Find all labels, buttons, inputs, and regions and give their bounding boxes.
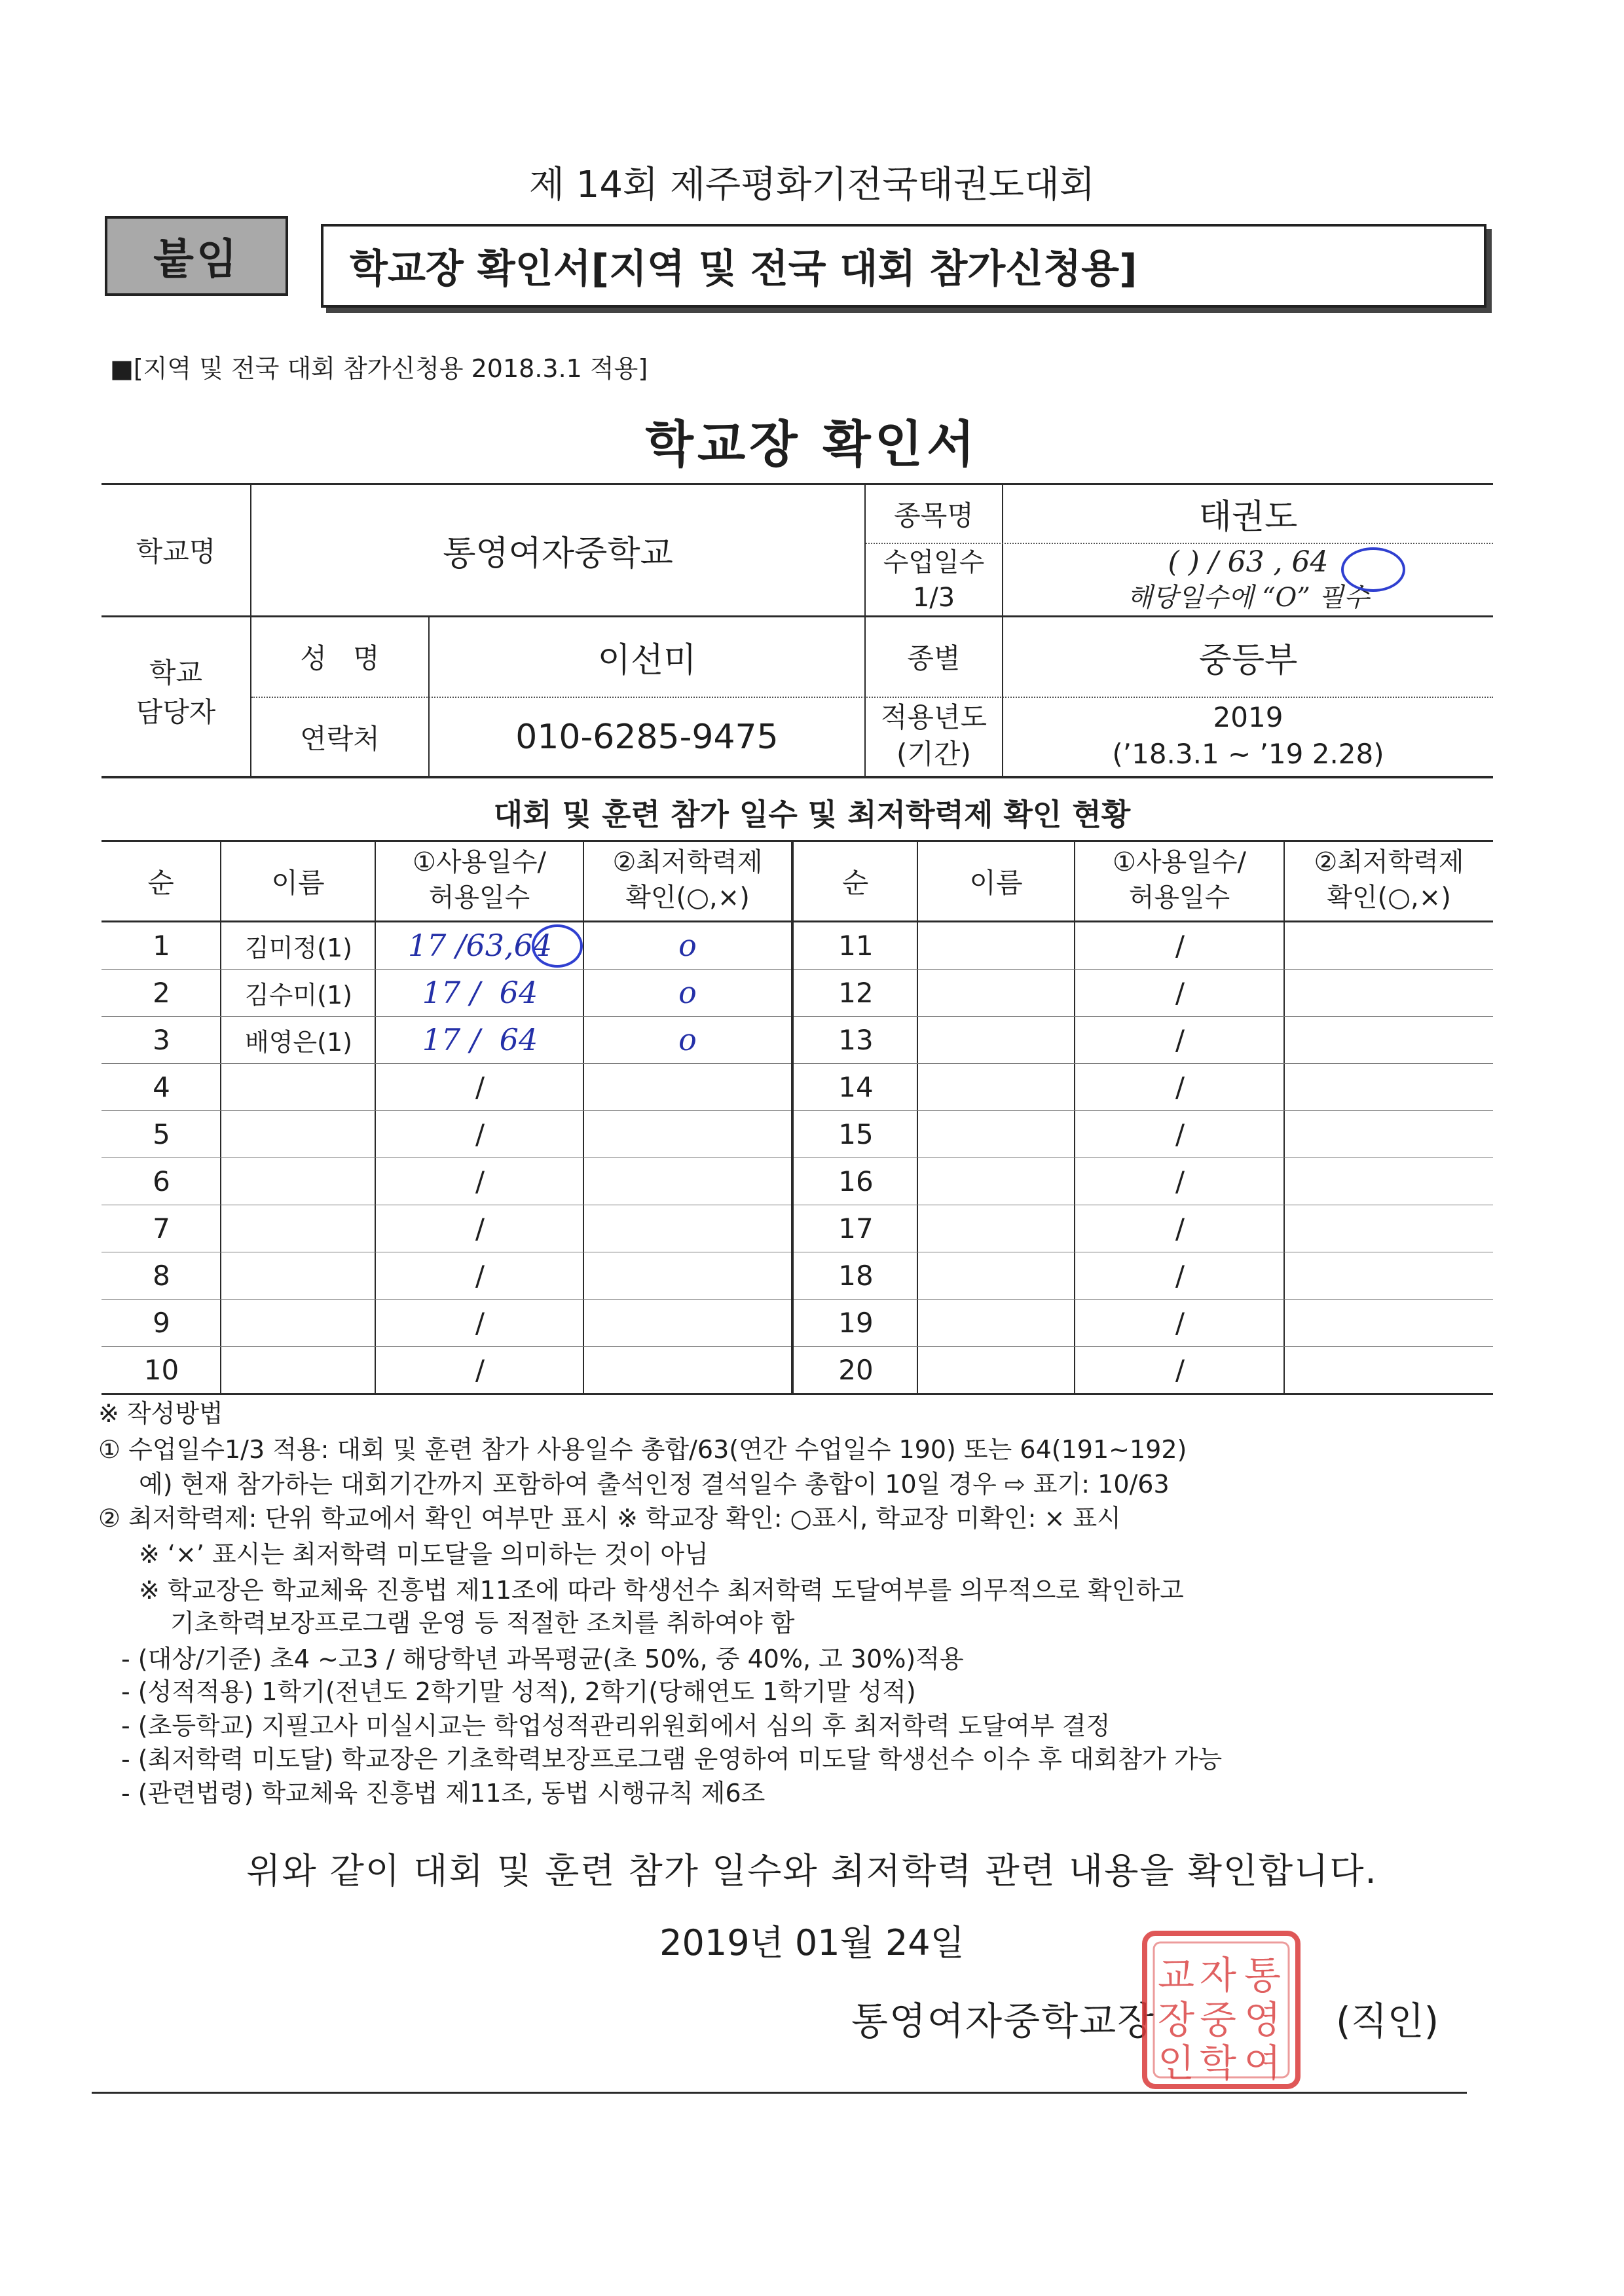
- school-seal-stamp: [1139, 1928, 1303, 2092]
- svg-text:중: 중: [1200, 1997, 1237, 2042]
- note-line: 예) 현재 참가하는 대회기간까지 포함하여 출석인정 결석일수 총합이 10일 경우 ⇨ 표기: 10/63: [139, 1470, 1170, 1499]
- left-row-name: [221, 1110, 376, 1157]
- left-row-no: 6: [153, 1165, 170, 1197]
- left-row-acad: [584, 1346, 791, 1393]
- left-row-no: 10: [143, 1353, 179, 1386]
- attachment-label: 붙임: [153, 236, 240, 284]
- header-name-right: 이름: [969, 866, 1023, 899]
- sport-label: 종목명: [894, 499, 974, 532]
- year-label: 적용년도 (기간): [880, 701, 987, 770]
- apply-note: ■[지역 및 전국 대회 참가신청용 2018.3.1 적용]: [110, 354, 648, 383]
- header-days-left: ①사용일수/ 허용일수: [413, 847, 546, 913]
- right-row-no: 13: [838, 1023, 874, 1056]
- days-64-circle: [1341, 547, 1405, 592]
- days-value: ( ) / 63 , 64 해당일수에 “O” 필수: [1127, 545, 1369, 613]
- svg-text:영: 영: [1244, 1997, 1282, 2042]
- note-line: 기초학력보장프로그램 운영 등 적절한 조치를 취하여야 함: [170, 1609, 795, 1637]
- year-value: 2019 (’18.3.1 ~ ’19 2.28): [1112, 701, 1384, 770]
- right-row-acad: [1285, 1346, 1493, 1393]
- left-row-name: 김미정(1): [245, 933, 352, 962]
- right-row-no: 17: [838, 1212, 874, 1245]
- right-row-name: [918, 1346, 1075, 1393]
- confirm-text: 위와 같이 대회 및 훈련 참가 일수와 최저학력 관련 내용을 확인합니다.: [246, 1850, 1378, 1891]
- right-row-acad: [1285, 1110, 1493, 1157]
- svg-text:통: 통: [1244, 1953, 1282, 1997]
- svg-text:장: 장: [1158, 1997, 1195, 2042]
- attachment-badge: [105, 216, 288, 296]
- right-row-acad: [1285, 1205, 1493, 1252]
- right-row-no: 19: [838, 1306, 874, 1339]
- main-title: 학교장 확인서: [645, 415, 979, 473]
- note-line: ※ 학교장은 학교체육 진흥법 제11조에 따라 학생선수 최저학력 도달여부를 의무적으로 확인하고: [139, 1576, 1184, 1605]
- right-row-days: /: [1175, 1070, 1185, 1103]
- note-line: - (관련법령) 학교체육 진흥법 제11조, 동법 시행규칙 제6조: [121, 1779, 766, 1808]
- right-row-acad: [1285, 1252, 1493, 1299]
- right-row-days: /: [1175, 1023, 1185, 1056]
- right-row-acad: [1285, 1157, 1493, 1205]
- note-line: - (최저학력 미도달) 학교장은 기초학력보장프로그램 운영하여 미도달 학생선수 이수 후 대회참가 가능: [121, 1745, 1223, 1774]
- left-row-name: [221, 1346, 376, 1393]
- category-label: 종별: [907, 642, 961, 674]
- right-row-days: /: [1175, 1118, 1185, 1150]
- header-name-left: 이름: [271, 866, 325, 899]
- right-row-name: [918, 1205, 1075, 1252]
- seal-mark: (직인): [1336, 1999, 1439, 2043]
- right-row-name: [918, 1016, 1075, 1063]
- name-value: 이선미: [597, 640, 697, 680]
- note-line: ② 최저학력제: 단위 학교에서 확인 여부만 표시 ※ 학교장 확인: ○표시, 학교장 미확인: × 표시: [98, 1504, 1121, 1533]
- section-title: 대회 및 훈련 참가 일수 및 최저학력제 확인 현황: [493, 797, 1131, 832]
- left-row-name: 김수미(1): [245, 980, 352, 1010]
- right-row-acad: [1285, 1063, 1493, 1110]
- right-row-name: [918, 922, 1075, 969]
- right-row-days: /: [1175, 929, 1185, 962]
- right-row-no: 20: [838, 1353, 874, 1386]
- right-row-days: /: [1175, 1212, 1185, 1245]
- left-row-no: 3: [153, 1023, 170, 1056]
- right-row-no: 12: [838, 976, 874, 1009]
- right-row-name: [918, 1063, 1075, 1110]
- date-text: 2019년 01월 24일: [659, 1922, 965, 1963]
- right-row-acad: [1285, 969, 1493, 1016]
- left-row-days: /: [475, 1353, 485, 1386]
- school-value: 통영여자중학교: [443, 534, 673, 574]
- right-row-no: 18: [838, 1259, 874, 1292]
- left-row-acad: o: [678, 928, 697, 963]
- left-row-no: 8: [153, 1259, 170, 1292]
- header-no-left: 순: [147, 866, 174, 899]
- right-row-days: /: [1175, 1165, 1185, 1197]
- right-row-acad: [1285, 922, 1493, 969]
- left-row-acad: [584, 1110, 791, 1157]
- left-row-no: 2: [153, 976, 170, 1009]
- left-row-acad: o: [678, 1022, 697, 1057]
- note-line: ① 수업일수1/3 적용: 대회 및 훈련 참가 사용일수 총합/63(연간 수업일수 190) 또는 64(191~192): [98, 1435, 1187, 1464]
- left-row-name: 배영은(1): [245, 1027, 352, 1057]
- right-row-days: /: [1175, 1353, 1185, 1386]
- header-acad-right: ②최저학력제 확인(○,×): [1314, 847, 1464, 913]
- right-row-no: 16: [838, 1165, 874, 1197]
- left-row-days: /: [475, 1306, 485, 1339]
- left-row-no: 7: [153, 1212, 170, 1245]
- right-row-acad: [1285, 1299, 1493, 1346]
- right-row-no: 14: [838, 1070, 874, 1103]
- left-row-name: [221, 1205, 376, 1252]
- left-row-acad: [584, 1205, 791, 1252]
- category-value: 중등부: [1198, 640, 1298, 680]
- note-line: ※ ‘×’ 표시는 최저학력 미도달을 의미하는 것이 아님: [139, 1540, 709, 1569]
- right-row-acad: [1285, 1016, 1493, 1063]
- header-days-right: ①사용일수/ 허용일수: [1113, 847, 1246, 913]
- note-line: - (성적적용) 1학기(전년도 2학기말 성적), 2학기(당해연도 1학기말 성적): [121, 1677, 916, 1706]
- name-label: 성 명: [300, 642, 380, 674]
- right-row-no: 11: [838, 929, 874, 962]
- svg-text:자: 자: [1200, 1953, 1237, 1997]
- left-row-days: /: [475, 1070, 485, 1103]
- left-row-acad: [584, 1299, 791, 1346]
- heading-box: [321, 224, 1486, 308]
- left-row-days: 17 /63,64: [407, 928, 553, 963]
- bottom-rule: [92, 2092, 1467, 2094]
- left-row-days: /: [475, 1165, 485, 1197]
- right-row-days: /: [1175, 1259, 1185, 1292]
- header-acad-left: ②최저학력제 확인(○,×): [612, 847, 763, 913]
- svg-text:여: 여: [1244, 2041, 1282, 2085]
- right-row-name: [918, 969, 1075, 1016]
- manager-label: 학교 담당자: [136, 657, 216, 728]
- note-line: - (대상/기준) 초4 ~고3 / 해당학년 과목평균(초 50%, 중 40%, 고 30%)적용: [121, 1645, 964, 1673]
- left-row-days: 17 / 64: [422, 975, 538, 1010]
- svg-text:교: 교: [1158, 1953, 1195, 1997]
- svg-text:학: 학: [1200, 2041, 1237, 2085]
- left-row-name: [221, 1252, 376, 1299]
- left-row-no: 1: [153, 929, 170, 962]
- left-row-no: 9: [153, 1306, 170, 1339]
- left-row-days: /: [475, 1118, 485, 1150]
- left-row-acad: [584, 1252, 791, 1299]
- left-row-name: [221, 1063, 376, 1110]
- header-no-right: 순: [841, 866, 869, 899]
- contact-value: 010-6285-9475: [515, 717, 779, 757]
- days-label: 수업일수 1/3: [883, 547, 985, 613]
- school-label: 학교명: [136, 536, 216, 568]
- left-row-days: /: [475, 1212, 485, 1245]
- left-row-no: 5: [153, 1118, 170, 1150]
- right-row-name: [918, 1157, 1075, 1205]
- svg-text:인: 인: [1158, 2041, 1195, 2085]
- sport-value: 태권도: [1198, 498, 1298, 537]
- right-row-days: /: [1175, 1306, 1185, 1339]
- left-row-name: [221, 1299, 376, 1346]
- left-row-name: [221, 1157, 376, 1205]
- left-row-no: 4: [153, 1070, 170, 1103]
- right-row-name: [918, 1252, 1075, 1299]
- note-line: ※ 작성방법: [98, 1399, 223, 1428]
- right-row-name: [918, 1299, 1075, 1346]
- doc-heading: 학교장 확인서[지역 및 전국 대회 참가신청용]: [350, 246, 1137, 292]
- right-row-days: /: [1175, 976, 1185, 1009]
- right-row-no: 15: [838, 1118, 874, 1150]
- note-line: - (초등학교) 지필고사 미실시교는 학업성적관리위원회에서 심의 후 최저학력 도달여부 결정: [121, 1711, 1111, 1740]
- left-row-acad: o: [678, 975, 697, 1010]
- left-row-days: 17 / 64: [422, 1022, 538, 1057]
- left-row-days: /: [475, 1259, 485, 1292]
- row1-64-circle: [532, 924, 583, 968]
- top-title: 제 14회 제주평화기전국태권도대회: [528, 164, 1096, 206]
- left-row-acad: [584, 1063, 791, 1110]
- signer: 통영여자중학교장: [851, 1999, 1156, 2043]
- left-row-acad: [584, 1157, 791, 1205]
- right-row-name: [918, 1110, 1075, 1157]
- contact-label: 연락처: [300, 722, 380, 755]
